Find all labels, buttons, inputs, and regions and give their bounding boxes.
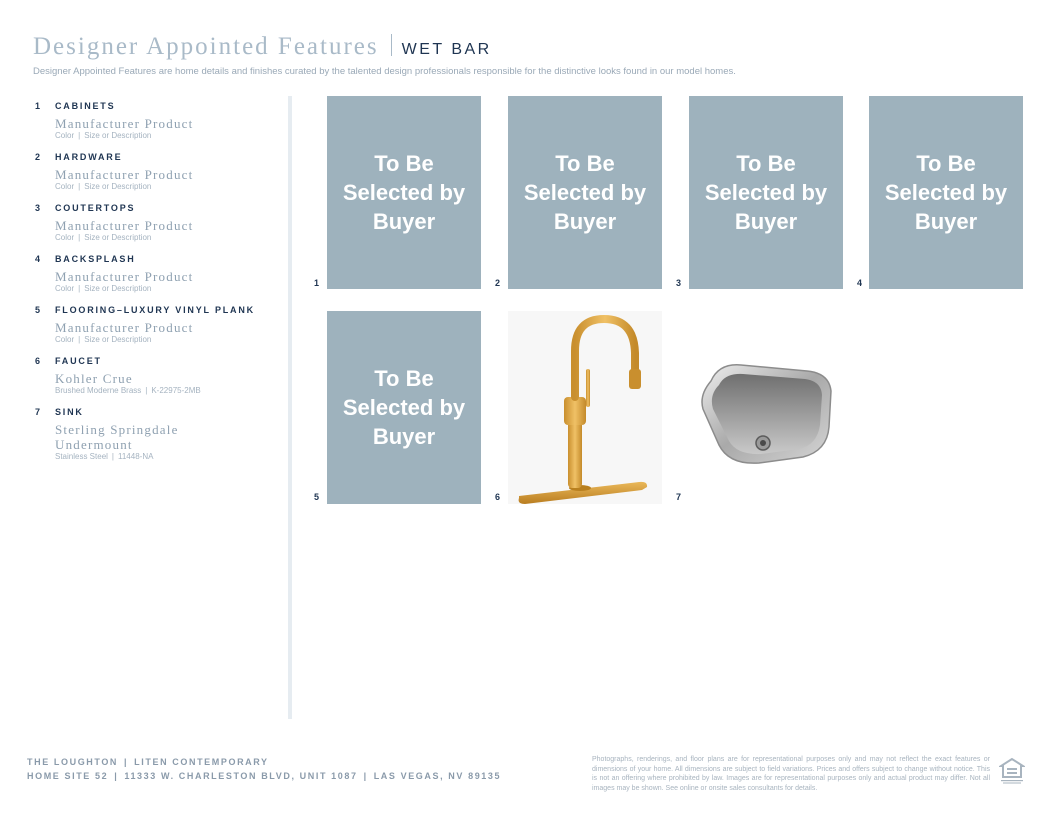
column-divider [288,96,292,719]
faucet-icon [508,311,662,504]
tile-placeholder-text: To Be Selected by Buyer [523,151,647,234]
feature-item-faucet: 6 FAUCET Kohler Crue Brushed Moderne Brass | K-22975-2MB [35,355,280,396]
equal-housing-opportunity-icon [999,757,1025,785]
feature-detail: K-22975-2MB [151,386,201,395]
tile-placeholder-text: To Be Selected by Buyer [342,151,466,234]
feature-product: Manufacturer Product [55,320,194,335]
feature-list [35,100,280,472]
feature-name: CABINETS [55,101,116,111]
feature-detail: Size or Description [84,335,152,344]
feature-item-flooring: 5 FLOORING–LUXURY VINYL PLANK Manufacturer Product Color | Size or Description [35,304,280,345]
feature-color: Color [55,284,75,293]
feature-color: Color [55,233,75,242]
feature-product: Manufacturer Product [55,167,194,182]
feature-detail: Size or Description [84,131,152,140]
feature-item-hardware: 2 HARDWARE Manufacturer Product Color | Size or Description [35,151,280,192]
feature-item-backsplash: 4 BACKSPLASH Manufacturer Product Color | Size or Description [35,253,280,294]
legal-disclaimer: Photographs, renderings, and floor plans are for representational purposes only and may not reflect the exact features or dimensions of your home. All dimensions are subject to field variations. Prices and offers subject to change without notice. This is not an offering where prohibited by law. Images are for representational purposes only and actual product may differ. Not all images may be shown. See online or onsite sales consultants for details. [592,756,990,792]
feature-name: FLOORING–LUXURY VINYL PLANK [55,305,255,315]
feature-name: HARDWARE [55,152,123,162]
feature-color: Stainless Steel [55,452,108,461]
feature-item-sink: 7 SINK Sterling Springdale Undermount Stainless Steel | 11448-NA [35,406,280,462]
page-title [33,33,492,61]
feature-name: FAUCET [55,356,102,366]
feature-number: 4 [35,254,42,264]
tile-number: 3 [676,278,682,288]
tile-cabinets [327,96,481,289]
feature-name: BACKSPLASH [55,254,136,264]
feature-detail: Size or Description [84,233,152,242]
homesite: HOME SITE 52 [27,771,109,781]
feature-product: Manufacturer Product [55,218,194,233]
tile-flooring [327,311,481,504]
tile-placeholder-text: To Be Selected by Buyer [704,151,828,234]
feature-product: Manufacturer Product [55,269,194,284]
feature-number: 7 [35,407,42,417]
feature-number: 6 [35,356,42,366]
feature-product: Manufacturer Product [55,116,194,131]
tile-number: 5 [314,492,320,502]
feature-number: 3 [35,203,42,213]
feature-number: 5 [35,305,42,315]
feature-item-cabinets: 1 CABINETS Manufacturer Product Color | Size or Description [35,100,280,141]
feature-item-countertops: 3 COUTERTOPS Manufacturer Product Color | Size or Description [35,202,280,243]
page-subtitle: Designer Appointed Features are home details and finishes curated by the talented design professionals responsible for the distinctive looks found in our model homes. [33,66,736,77]
feature-color: Color [55,182,75,191]
tile-backsplash [869,96,1023,289]
feature-detail: Size or Description [84,182,152,191]
tile-number: 1 [314,278,320,288]
street-address: 11333 W. CHARLESTON BLVD, UNIT 1087 [124,771,358,781]
tile-faucet-image [508,311,662,504]
tile-countertops [689,96,843,289]
tile-placeholder-text: To Be Selected by Buyer [342,366,466,449]
feature-color: Brushed Moderne Brass [55,386,142,395]
feature-product: Sterling Springdale Undermount [55,422,179,452]
feature-name: SINK [55,407,84,417]
footer-address-block [27,755,501,783]
feature-detail: Size or Description [84,284,152,293]
community-name: THE LOUGHTON [27,757,119,767]
tile-number: 4 [857,278,863,288]
feature-product: Kohler Crue [55,371,133,386]
footer-community-line: THE LOUGHTON | LITEN CONTEMPORARY [27,757,269,767]
tile-sink-image [689,311,843,504]
title-main: Designer Appointed Features [33,33,379,60]
collection-name: LITEN CONTEMPORARY [134,757,269,767]
city-state-zip: LAS VEGAS, NV 89135 [373,771,502,781]
tile-hardware [508,96,662,289]
sink-icon [689,311,843,504]
feature-detail: 11448-NA [118,452,154,461]
tile-number: 7 [676,492,682,502]
tile-placeholder-text: To Be Selected by Buyer [884,151,1008,234]
footer-address-line: HOME SITE 52 | 11333 W. CHARLESTON BLVD, UNIT 1087 | LAS VEGAS, NV 89135 [27,771,502,781]
feature-number: 2 [35,152,42,162]
tile-number: 2 [495,278,501,288]
title-divider [391,34,392,56]
feature-number: 1 [35,101,42,111]
feature-name: COUTERTOPS [55,203,136,213]
feature-color: Color [55,335,75,344]
tile-number: 6 [495,492,501,502]
title-section: WET BAR [401,41,492,58]
feature-color: Color [55,131,75,140]
